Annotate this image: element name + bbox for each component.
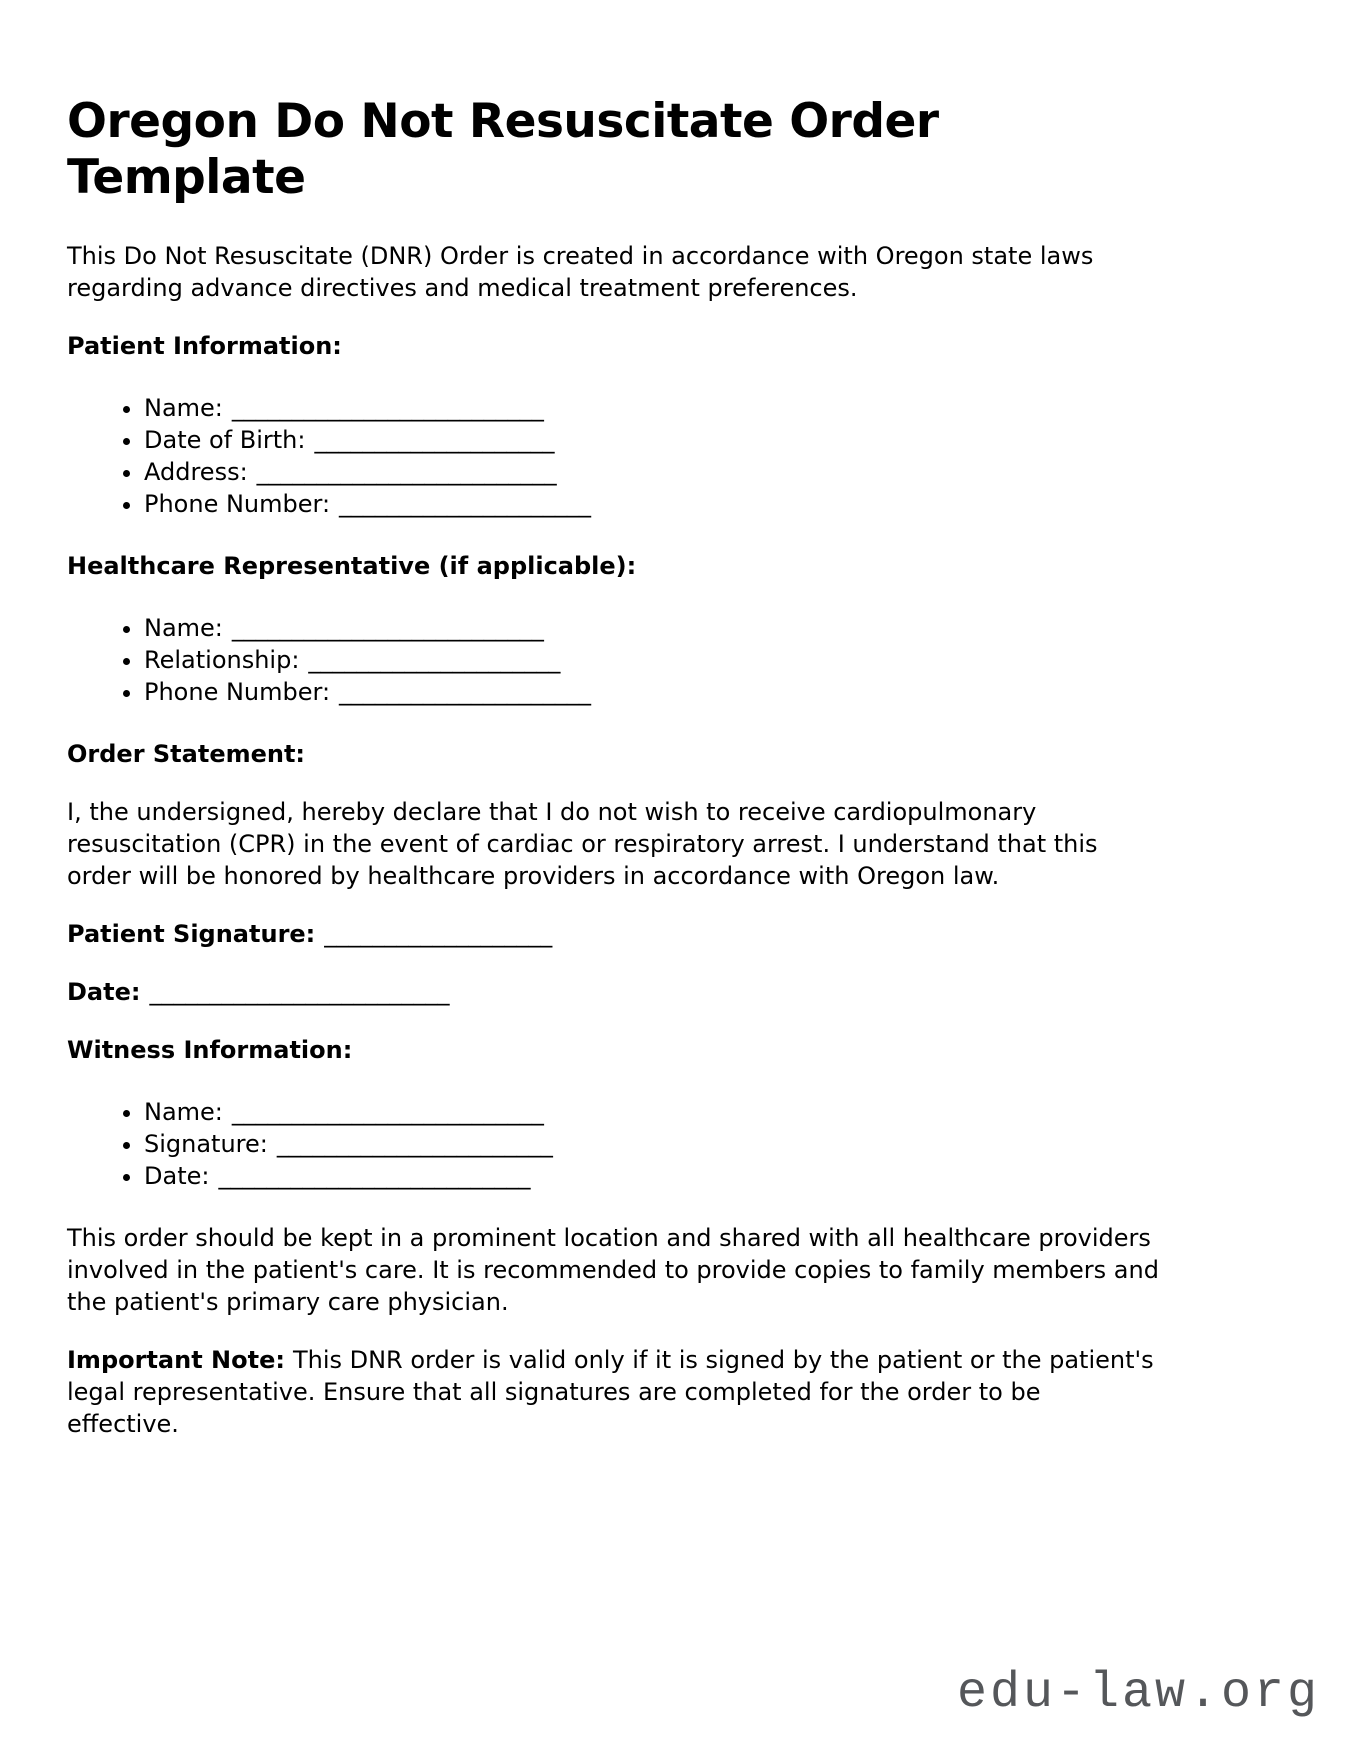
field-label: Signature: bbox=[144, 1130, 268, 1158]
field-row-rep-phone bbox=[144, 676, 1322, 708]
field-label: Date: bbox=[144, 1162, 210, 1190]
patient-signature-label: Patient Signature: bbox=[67, 920, 316, 948]
storage-note-line-1: This order should be kept in a prominent location and shared with all healthcare providers bbox=[67, 1224, 1151, 1252]
blank-line: _____________________ bbox=[308, 646, 561, 674]
order-statement-line-3: order will be honored by healthcare providers in accordance with Oregon law. bbox=[67, 862, 1000, 890]
field-label: Name: bbox=[144, 1098, 223, 1126]
section-heading-patient-info: Patient Information: bbox=[67, 332, 342, 360]
field-row-rep-relationship bbox=[144, 644, 1322, 676]
section-heading-witness-info: Witness Information: bbox=[67, 1036, 353, 1064]
intro-line-1: This Do Not Resuscitate (DNR) Order is created in accordance with Oregon state laws bbox=[67, 242, 1094, 270]
field-row-witness-signature bbox=[144, 1128, 1322, 1160]
storage-note-paragraph bbox=[67, 1222, 1322, 1318]
important-note-paragraph bbox=[67, 1344, 1322, 1440]
field-label: Phone Number: bbox=[144, 678, 331, 706]
order-statement-paragraph bbox=[67, 796, 1322, 892]
healthcare-representative-list bbox=[67, 612, 1322, 708]
order-statement-line-1: I, the undersigned, hereby declare that I do not wish to receive cardiopulmonary bbox=[67, 798, 1037, 826]
signature-date-line: _________________________ bbox=[149, 978, 450, 1006]
section-heading-order-statement: Order Statement: bbox=[67, 740, 306, 768]
blank-line: _______________________ bbox=[276, 1130, 553, 1158]
patient-signature-row bbox=[67, 918, 1322, 950]
blank-line: _____________________ bbox=[339, 490, 592, 518]
important-note-line-1 bbox=[67, 1344, 1322, 1376]
field-label: Name: bbox=[144, 614, 223, 642]
field-row-rep-name bbox=[144, 612, 1322, 644]
field-label: Phone Number: bbox=[144, 490, 331, 518]
site-watermark: edu-law.org bbox=[956, 1665, 1320, 1722]
page-title: Oregon Do Not Resuscitate Order Template bbox=[67, 94, 939, 205]
intro-line-2: regarding advance directives and medical treatment preferences. bbox=[67, 274, 858, 302]
important-note-line-3: effective. bbox=[67, 1410, 179, 1438]
field-label: Date of Birth: bbox=[144, 426, 306, 454]
blank-line: __________________________ bbox=[231, 614, 544, 642]
field-row-witness-name bbox=[144, 1096, 1322, 1128]
field-row-patient-phone bbox=[144, 488, 1322, 520]
storage-note-line-3: the patient's primary care physician. bbox=[67, 1288, 509, 1316]
field-row-patient-dob bbox=[144, 424, 1322, 456]
patient-info-list bbox=[67, 392, 1322, 520]
field-row-witness-date bbox=[144, 1160, 1322, 1192]
field-label: Relationship: bbox=[144, 646, 300, 674]
important-note-label: Important Note: bbox=[67, 1346, 285, 1374]
blank-line: ____________________ bbox=[314, 426, 555, 454]
signature-date-row bbox=[67, 976, 1322, 1008]
important-note-line-2: legal representative. Ensure that all signatures are completed for the order to be bbox=[67, 1378, 1041, 1406]
field-label: Address: bbox=[144, 458, 248, 486]
signature-date-label: Date: bbox=[67, 978, 141, 1006]
field-row-patient-address bbox=[144, 456, 1322, 488]
blank-line: __________________________ bbox=[231, 1098, 544, 1126]
storage-note-line-2: involved in the patient's care. It is recommended to provide copies to family members and bbox=[67, 1256, 1159, 1284]
blank-line: _____________________ bbox=[339, 678, 592, 706]
important-note-text: This DNR order is valid only if it is signed by the patient or the patient's bbox=[292, 1346, 1154, 1374]
patient-signature-line: ___________________ bbox=[324, 920, 553, 948]
witness-info-list bbox=[67, 1096, 1322, 1192]
field-label: Name: bbox=[144, 394, 223, 422]
blank-line: __________________________ bbox=[231, 394, 544, 422]
order-statement-line-2: resuscitation (CPR) in the event of cardiac or respiratory arrest. I understand that this bbox=[67, 830, 1098, 858]
section-heading-healthcare-representative: Healthcare Representative (if applicable): bbox=[67, 552, 637, 580]
blank-line: __________________________ bbox=[218, 1162, 531, 1190]
blank-line: _________________________ bbox=[256, 458, 557, 486]
field-row-patient-name bbox=[144, 392, 1322, 424]
intro-paragraph bbox=[67, 240, 1322, 304]
